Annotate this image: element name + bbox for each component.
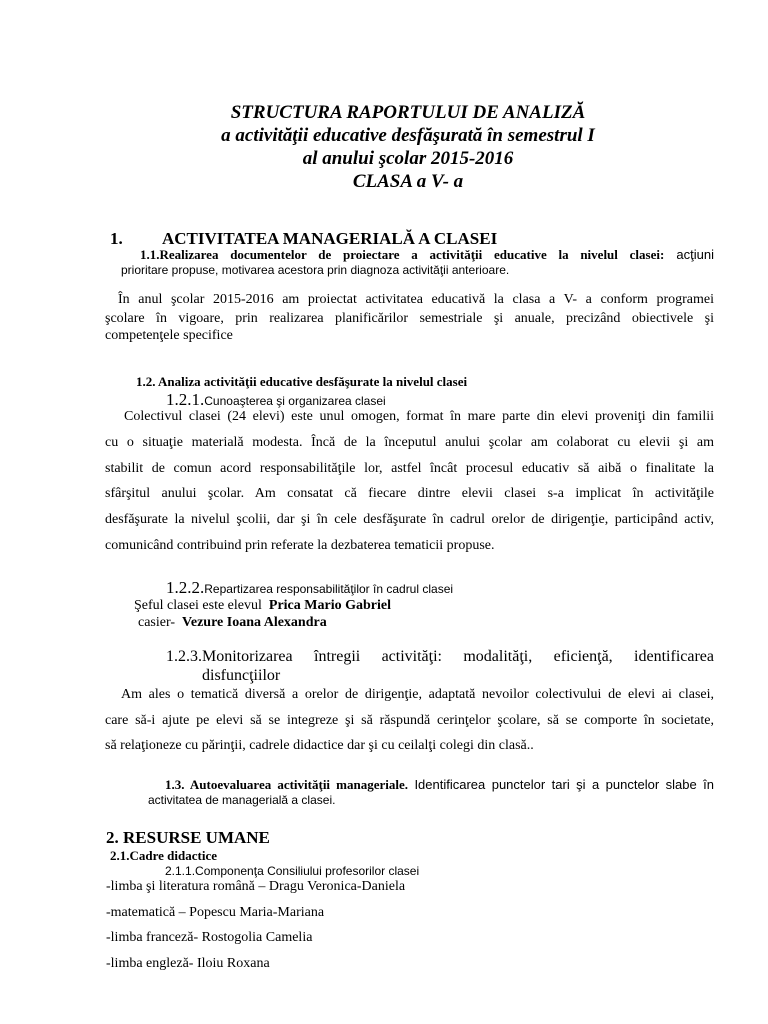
treasurer-line — [138, 615, 327, 631]
subsection-1-2-1-number: 1.2.1. — [166, 390, 205, 409]
subsection-2-1-1: 2.1.1.Componenţa Consiliului profesorilor clasei — [165, 864, 420, 878]
treasurer-label: casier- — [138, 615, 176, 630]
paragraph-2-line-4: sfârşitul anului şcolar. Am consatat că fiecare dintre elevii clasei s-a implicat în activităţile — [105, 486, 714, 501]
paragraph-1-line-2: şcolare în vigoare, prin realizarea planificărilor semestriale şi anuale, precizând obiectivele şi — [105, 311, 714, 326]
teacher-item: -limba şi literatura română – Dragu Veronica-Daniela — [106, 879, 406, 894]
subsection-1-3-line-2: activitatea de managerială a clasei. — [148, 793, 336, 807]
class-leader-line — [134, 598, 391, 614]
paragraph-1-line-3: competenţele specifice — [105, 328, 233, 343]
paragraph-2-line-2: cu o situaţie materială modesta. Încă de la începutul anului şcolar am colaborat cu elevii şi am — [105, 435, 714, 450]
title-line-4: CLASA a V- a — [352, 171, 464, 192]
treasurer-name: Vezure Ioana Alexandra — [182, 615, 327, 630]
subsection-2-1: 2.1.Cadre didactice — [110, 848, 217, 863]
paragraph-2-line-3: stabilit de comun acord responsabilităţile lor, astfel încât procesul educativ să aibă o finalitate la — [105, 461, 714, 476]
section-2-heading: 2. RESURSE UMANE — [106, 828, 270, 847]
paragraph-2-line-1: Colectivul clasei (24 elevi) este unul omogen, format în mare parte din elevi proveniţi din familii — [124, 409, 714, 424]
subsection-1-3-line-1 — [165, 777, 714, 793]
title-line-3: al anului şcolar 2015-2016 — [302, 148, 514, 169]
subsection-1-2-2-number: 1.2.2. — [166, 578, 205, 597]
teacher-item: -limba engleză- Iloiu Roxana — [106, 956, 270, 971]
subsection-1-2-1 — [166, 390, 386, 410]
paragraph-3-line-3: să relaţioneze cu părinţii, cadrele didactice dar şi cu ceilalţi colegi din clasă.. — [105, 738, 534, 753]
section-1-heading: ACTIVITATEA MANAGERIALĂ A CLASEI — [162, 229, 498, 248]
paragraph-3-line-2: care să-i ajute pe elevi să se integreze şi să răspundă cerinţelor şcolare, să se comporte în societate, — [105, 713, 714, 728]
paragraph-2-line-6: comunicând contribuind prin referate la dezbaterea tematicii propuse. — [105, 538, 495, 553]
section-1-number: 1. — [110, 229, 123, 248]
subsection-1-1-text: acţiuni — [664, 247, 714, 262]
subsection-1-3-title: 1.3. Autoevaluarea activităţii manageriale. — [165, 777, 408, 792]
paragraph-3-line-1: Am ales o tematică diversă a orelor de dirigenţie, adaptată nevoilor colectivului de elevi ai clasei, — [121, 687, 714, 702]
paragraph-1-line-1: În anul şcolar 2015-2016 am proiectat activitatea educativă la clasa a V- a conform programei — [118, 292, 714, 307]
teacher-item: -limba franceză- Rostogolia Camelia — [106, 930, 313, 945]
subsection-1-1-line-1 — [140, 247, 714, 263]
subsection-1-2-2-title: Repartizarea responsabilităţilor în cadrul clasei — [204, 582, 454, 596]
paragraph-2-line-5: desfăşurate la nivelul şcolii, dar şi în cele desfăşurate în cadrul orelor de dirigenţie, participând activ, — [105, 512, 714, 527]
subsection-1-2-3-line-2: disfuncţiilor — [202, 667, 281, 684]
title-line-2: a activităţii educative desfăşurată în semestrul I — [221, 125, 595, 146]
subsection-1-2-heading: 1.2. Analiza activităţii educative desfăşurate la nivelul clasei — [136, 374, 468, 389]
subsection-1-1-line-2: prioritare propuse, motivarea acestora prin diagnoza activităţii anterioare. — [121, 263, 510, 277]
class-leader-label: Şeful clasei este elevul — [134, 598, 262, 613]
subsection-1-2-2 — [166, 578, 453, 598]
subsection-1-2-3-line-1: 1.2.3.Monitorizarea întregii activităţi: modalităţi, eficienţă, identificarea — [166, 648, 714, 665]
subsection-1-3-text: Identificarea punctelor tari şi a punctelor slabe în — [407, 777, 714, 792]
teacher-item: -matematică – Popescu Maria-Mariana — [106, 905, 325, 920]
class-leader-name: Prica Mario Gabriel — [268, 598, 391, 613]
subsection-1-2-1-title: Cunoaşterea şi organizarea clasei — [204, 394, 386, 408]
title-line-1: STRUCTURA RAPORTULUI DE ANALIZĂ — [230, 102, 586, 123]
subsection-1-1-title: 1.1.Realizarea documentelor de proiectare a activităţii educative la nivelul clasei: — [140, 247, 665, 262]
